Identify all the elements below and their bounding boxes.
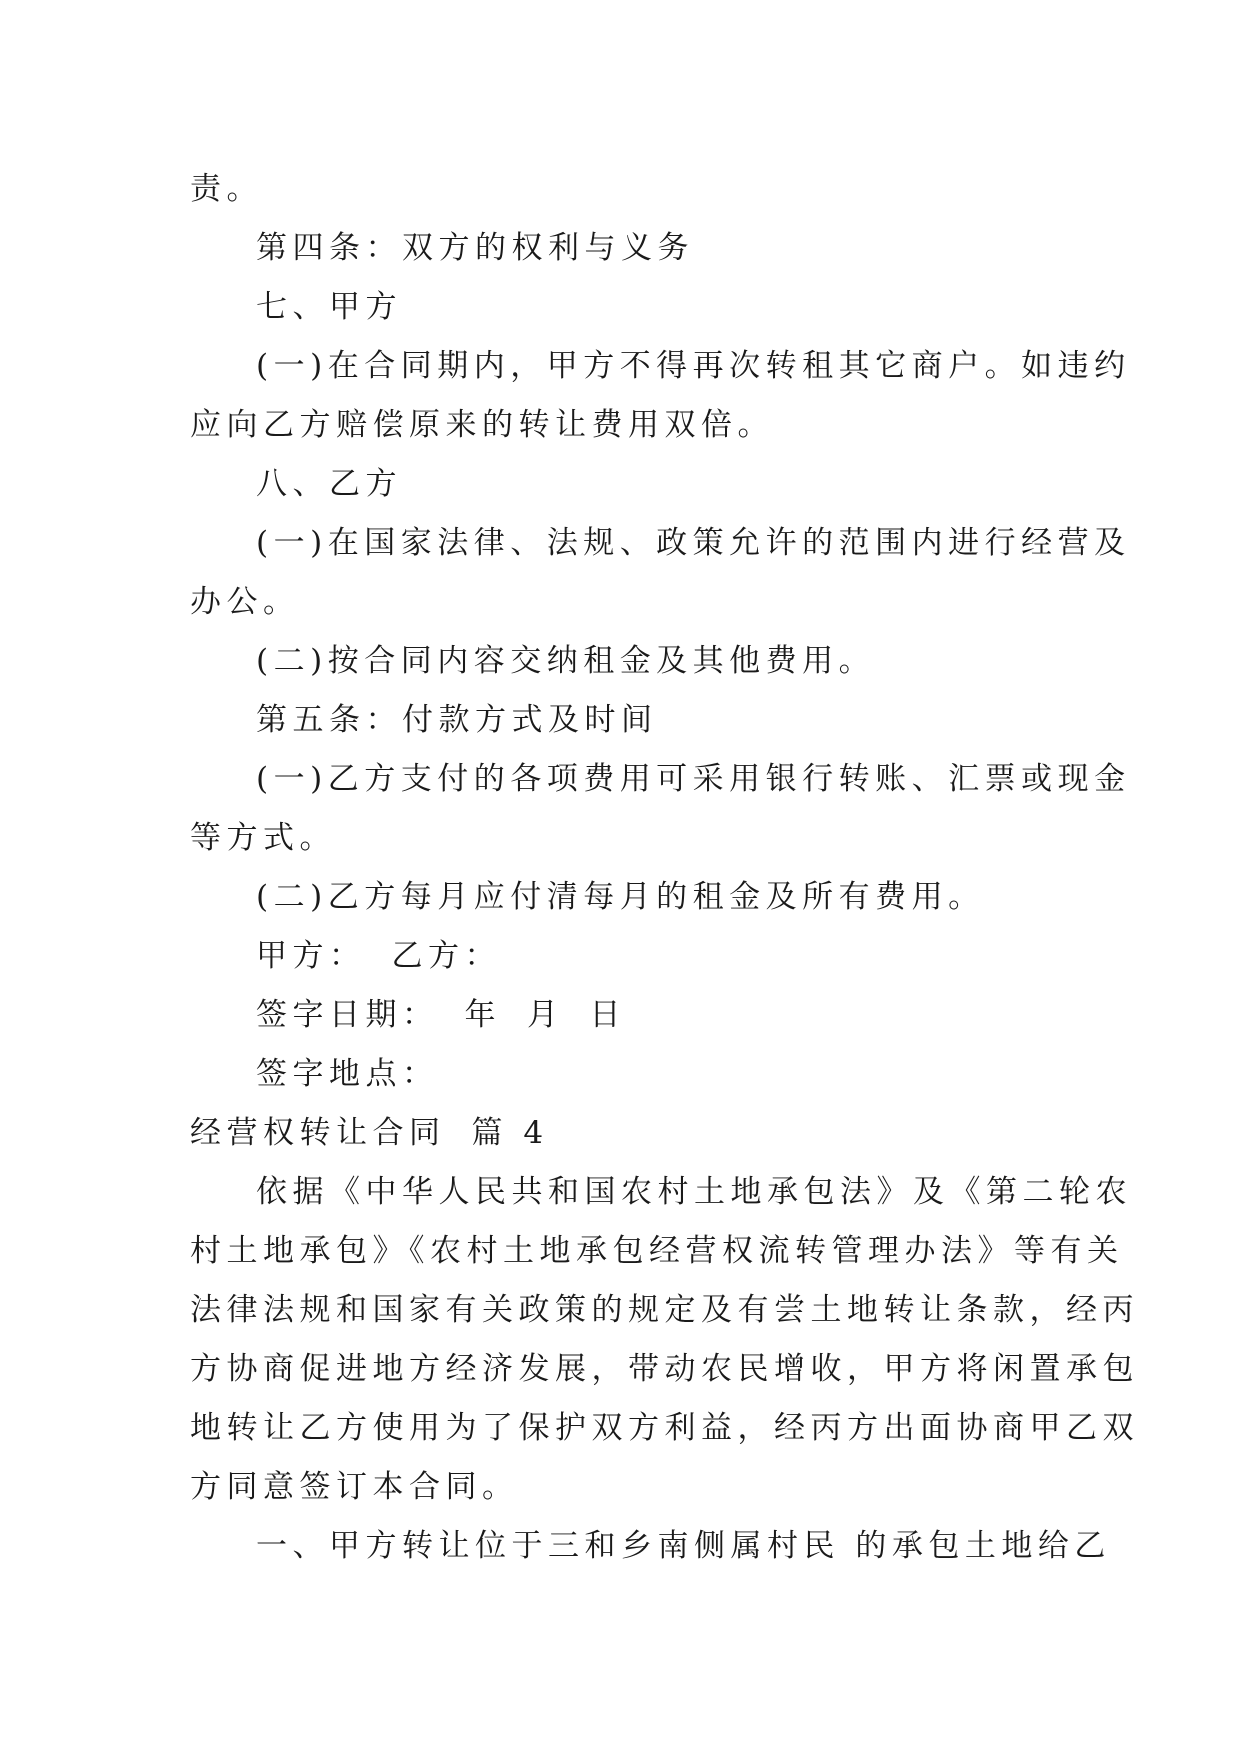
text-line: 方同意签订本合同。 — [190, 1469, 519, 1505]
year-label: 年 — [464, 997, 501, 1033]
text-line: (二)按合同内容交纳租金及其他费用。 — [256, 643, 876, 679]
document-body — [190, 160, 1139, 1576]
day-label: 日 — [589, 997, 626, 1033]
signature-date-line — [190, 986, 1050, 1045]
text-line: (一)在合同期内，甲方不得再次转租其它商户。如违约 — [256, 348, 1131, 384]
month-label: 月 — [527, 997, 564, 1033]
party-a-label: 甲方： — [256, 938, 366, 974]
signature-parties-line — [190, 927, 1050, 986]
sign-date-label: 签字日期： — [256, 997, 439, 1033]
article-heading: 第四条：双方的权利与义务 — [256, 230, 694, 266]
article-heading: 第五条：付款方式及时间 — [256, 702, 658, 738]
text-line: (一)乙方支付的各项费用可采用银行转账、汇票或现金 — [256, 761, 1131, 797]
sign-place-label: 签字地点： — [256, 1056, 439, 1092]
text-line: 法律法规和国家有关政策的规定及有尝土地转让条款，经丙 — [190, 1292, 1139, 1328]
section-heading: 七、甲方 — [256, 289, 402, 325]
contract-title-text: 经营权转让合同 — [190, 1115, 446, 1151]
text-line: 村土地承包》《农村土地承包经营权流转管理办法》等有关 — [190, 1233, 1124, 1269]
text-line: (二)乙方每月应付清每月的租金及所有费用。 — [256, 879, 985, 915]
contract-number: 篇 4 — [471, 1115, 549, 1151]
text-line: 应向乙方赔偿原来的转让费用双倍。 — [190, 407, 774, 443]
text-line: 一、甲方转让位于三和乡南侧属村民 的承包土地给乙 — [256, 1528, 1111, 1564]
section-heading: 八、乙方 — [256, 466, 402, 502]
text-line: 方协商促进地方经济发展，带动农民增收，甲方将闲置承包 — [190, 1351, 1139, 1387]
contract-title — [190, 1104, 1050, 1163]
text-line: (一)在国家法律、法规、政策允许的范围内进行经营及 — [256, 525, 1131, 561]
text-line: 责。 — [190, 171, 263, 207]
text-line: 等方式。 — [190, 820, 336, 856]
text-line: 地转让乙方使用为了保护双方利益，经丙方出面协商甲乙双 — [190, 1410, 1139, 1446]
text-line: 依据《中华人民共和国农村土地承包法》及《第二轮农 — [256, 1174, 1132, 1210]
text-line: 办公。 — [190, 584, 300, 620]
party-b-label: 乙方： — [391, 938, 501, 974]
